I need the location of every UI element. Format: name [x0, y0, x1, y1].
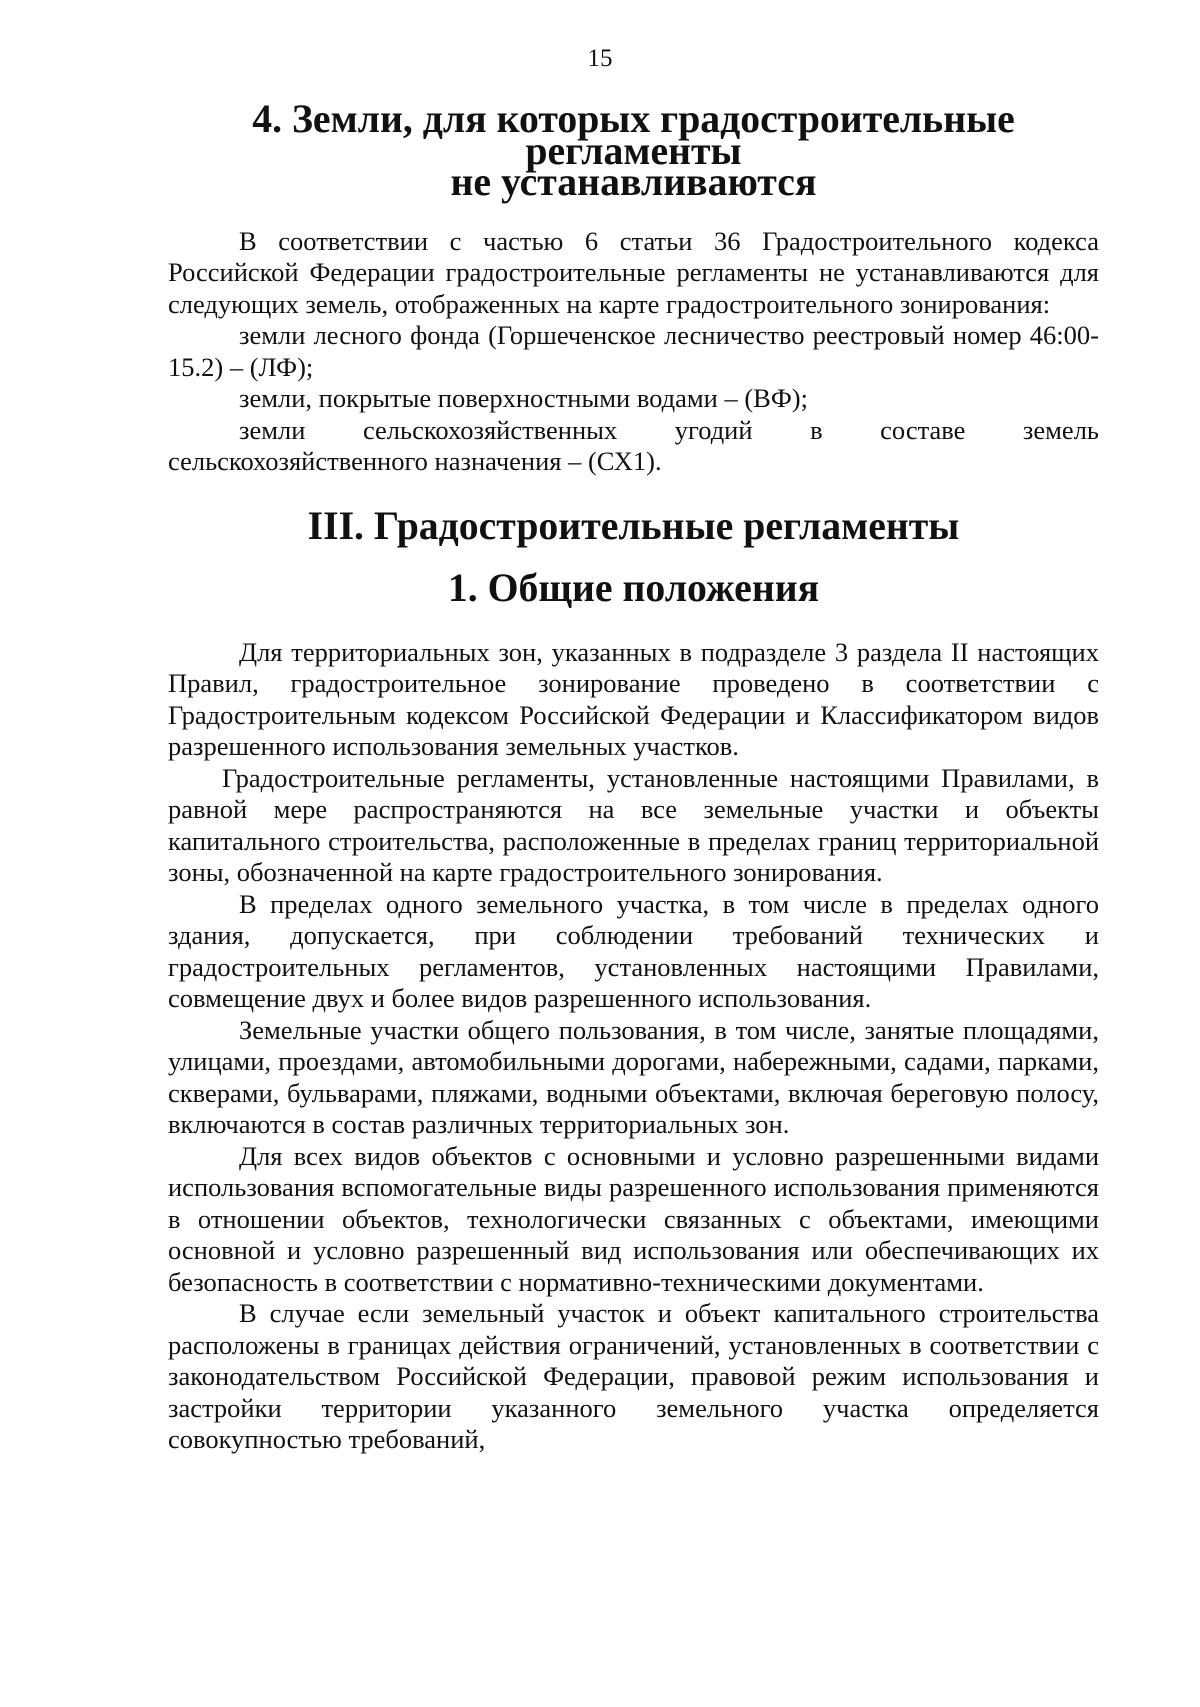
subsection-1-paragraph: Земельные участки общего пользования, в том числе, занятые площадями, улицами, проездами, автомобильными дорогами, набережными, садами, парками, скверами, бульварами, пляжами, водными объектами, включая береговую полосу, включаются в состав различных территориальных зон.: [168, 1014, 1099, 1139]
section-4-title: [168, 97, 1099, 204]
section-4-list-item: земли, покрытые поверхностными водами – (ВФ);: [239, 383, 808, 413]
section-iii-title: III. Градостроительные регламенты: [307, 503, 960, 548]
subsection-1-paragraph: Для всех видов объектов с основными и условно разрешенными видами использования вспомогательные виды разрешенного использования применяются в отношении объектов, технологически связанных с объектами, имеющими основной и условно разрешенный вид использования или обеспечивающих их безопасность в соответствии с нормативно-техническими документами.: [168, 1140, 1099, 1297]
subsection-1-paragraph: Для территориальных зон, указанных в подразделе 3 раздела II настоящих Правил, градостроительное зонирование проведено в соответствии с Градостроительным кодексом Российской Федерации и Классификатором видов разрешенного использования земельных участков.: [168, 636, 1099, 761]
document-body: [168, 97, 1099, 1456]
subsection-1-paragraph: В пределах одного земельного участка, в том числе в пределах одного здания, допускается, при соблюдении требований технических и градостроительных регламентов, установленных настоящими Правилами, совмещение двух и более видов разрешенного использования.: [168, 888, 1099, 1013]
section-4-title-line-1: 4. Земли, для которых градостроительные регламенты: [252, 97, 1015, 173]
subsection-1-paragraph: В случае если земельный участок и объект капитального строительства расположены в границах действия ограничений, установленных в соответствии с законодательством Российской Федерации, правовой режим использования и застройки территории указанного земельного участка определяется совокупностью требований,: [168, 1298, 1099, 1454]
section-4-title-line-2: не устанавливаются: [450, 160, 817, 204]
section-4-list-item: земли лесного фонда (Горшеченское лесничество реестровый номер 46:00-15.2) – (ЛФ);: [168, 320, 1099, 382]
subsection-1-paragraph: Градостроительные регламенты, установленные настоящими Правилами, в равной мере распространяются на все земельные участки и объекты капитального строительства, расположенные в пределах границ территориальной зоны, обозначенной на карте градостроительного зонирования.: [168, 762, 1099, 887]
section-4-paragraph: В соответствии с частью 6 статьи 36 Градостроительного кодекса Российской Федерации градостроительные регламенты не устанавливаются для следующих земель, отображенных на карте градостроительного зонирования:: [168, 225, 1099, 319]
section-4-list-item: земли сельскохозяйственных угодий в составе земель сельскохозяйственного назначения – (СХ1).: [168, 414, 1099, 476]
subsection-1-title: 1. Общие положения: [447, 566, 820, 610]
page-number: 15: [587, 45, 613, 72]
